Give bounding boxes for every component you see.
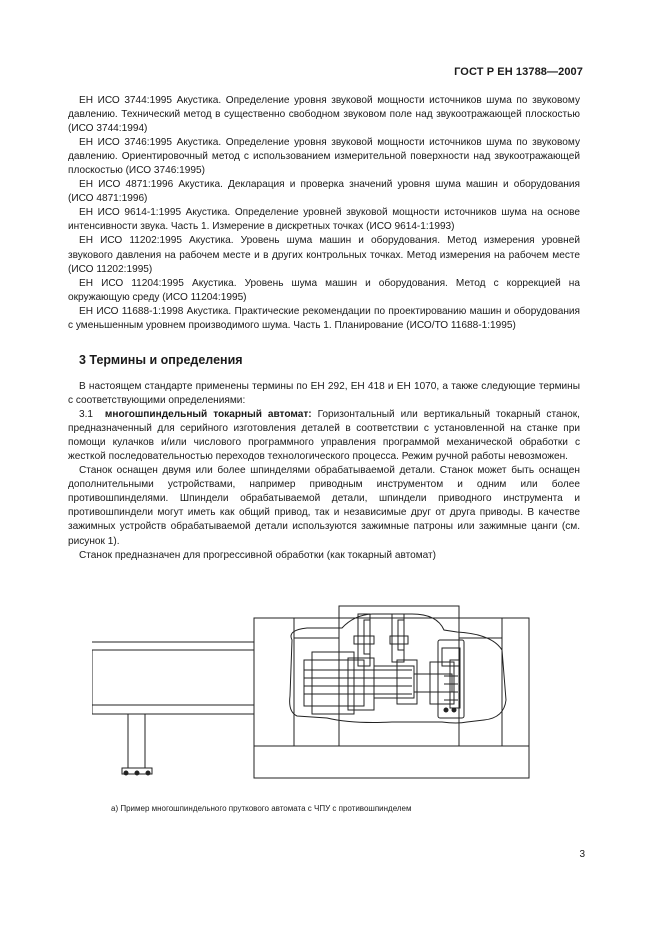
reference-item: ЕН ИСО 3744:1995 Акустика. Определение уровня звуковой мощности источников шума по звуковому давлению. Технический метод в существенно свободном звуковом поле над звукоотражающей плоскостью (ИСО 3744:1994) — [68, 95, 580, 135]
machine-drawing — [92, 600, 542, 800]
figure-caption: а) Пример многошпиндельного пруткового автомата с ЧПУ с противошпинделем — [111, 804, 412, 813]
document-header: ГОСТ Р ЕН 13788—2007 — [454, 66, 583, 78]
page-number: 3 — [579, 849, 585, 860]
reference-item: ЕН ИСО 4871:1996 Акустика. Декларация и проверка значений уровня шума машин и оборудования (ИСО 4871:1996) — [68, 179, 580, 205]
reference-item: ЕН ИСО 9614-1:1995 Акустика. Определение уровней звуковой мощности источников шума на основе интенсивности звука. Часть 1. Измерение в дискретных точках (ИСО 9614-1:1993) — [68, 207, 580, 233]
section-title: 3 Термины и определения — [79, 353, 243, 367]
reference-item: ЕН ИСО 11204:1995 Акустика. Уровень шума машин и оборудования. Метод с коррекцией на окружающую среду (ИСО 11204:1995) — [68, 277, 580, 303]
term-definition: Горизонтальный или вертикальный токарный станок, предназначенный для серийного изготовления деталей в соответствии с установленной на станке при помощи кулачков и/или числового программного управления программой механической обработки с жесткой последовательностью переходов технологического процесса. Режим ручной работы невозможен. — [68, 409, 580, 463]
reference-item: ЕН ИСО 11688-1:1998 Акустика. Практические рекомендации по проектированию машин и оборудования с уменьшенным уровнем производимого шума. Часть 1. Планирование (ИСО/ТО 11688-1:1995) — [68, 305, 580, 331]
machine-base — [254, 746, 529, 778]
body-paragraph: Станок оснащен двумя или более шпинделями обрабатываемой детали. Станок может быть оснащен дополнительными устройствами, например приводным инструментом и одним или более противошпинделями. Шпиндели обрабатываемой детали, шпиндели приводного инструмента и противошпиндели могут иметь как общий привод, так и независимые друг от друга приводы. В качестве зажимных устройств обрабатываемой детали используются зажимные патроны или зажимные цанги (см. рисунок 1). — [68, 465, 580, 547]
term-name: многошпиндельный токарный автомат: — [104, 409, 312, 421]
reference-item: ЕН ИСО 3746:1995 Акустика. Определение уровня звуковой мощности источников шума по звуковому давлению. Ориентировочный метод с использованием измерительной поверхности над звукоотражающей плоскостью (ИСО 3746:1995) — [68, 137, 580, 177]
reference-item: ЕН ИСО 11202:1995 Акустика. Уровень шума машин и оборудования. Метод измерения уровней звукового давления на рабочем месте и в других контрольных точках. Метод измерения на рабочем месте (ИСО 11202:1995) — [68, 235, 580, 275]
intro-paragraph: В настоящем стандарте применены термины по ЕН 292, ЕН 418 и ЕН 1070, а также следующие термины с соответствующими определениями: — [68, 381, 580, 407]
section-body — [68, 380, 580, 563]
term-definition-paragraph — [68, 408, 580, 464]
spindle-assembly — [304, 652, 417, 714]
bar-feed-support — [122, 714, 152, 775]
term-number: 3.1 — [79, 409, 94, 421]
body-paragraph: Станок предназначен для прогрессивной обработки (как токарный автомат) — [79, 549, 437, 561]
bar-feed-tube — [92, 642, 254, 714]
normative-references — [68, 94, 580, 333]
